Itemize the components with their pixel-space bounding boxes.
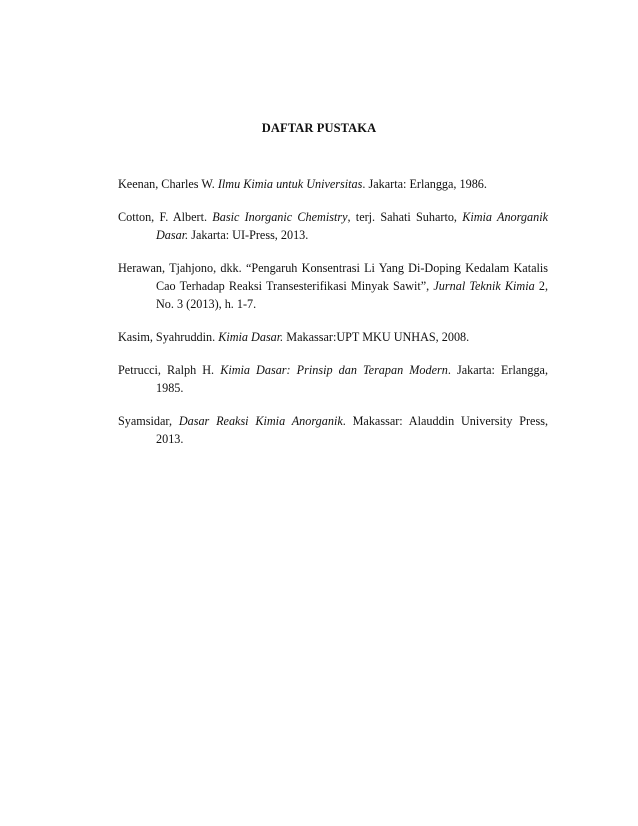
reference-title: Jurnal Teknik Kimia [433,279,535,293]
reference-title: Basic Inorganic Chemistry [212,210,348,224]
reference-text: Makassar:UPT MKU UNHAS, 2008. [283,330,470,344]
reference-entry [118,208,548,244]
reference-text: . Jakarta: Erlangga, 1986. [362,177,487,191]
reference-entry [118,328,548,346]
reference-text: Petrucci, Ralph H. [118,363,221,377]
reference-text: Herawan, Tjahjono, dkk. “Pengaruh Konsentrasi Li Yang Di-Doping Kedalam Katalis Cao Terhadap Reaksi Transesterifikasi Minyak Sawit”, [118,261,548,293]
reference-entry [118,259,548,313]
reference-text: . Jakarta: Erlangga, 1985. [156,363,548,395]
reference-text: , terj. Sahati Suharto, [347,210,463,224]
reference-text: Keenan, Charles W. [118,177,218,191]
reference-text: Cotton, F. Albert. [118,210,213,224]
reference-entry [118,175,548,193]
reference-entry [118,412,548,448]
reference-text: 2, No. 3 (2013), h. 1-7. [156,279,549,311]
page-title: DAFTAR PUSTAKA [261,121,377,135]
reference-title: Kimia Dasar: Prinsip dan Terapan Modern [220,363,448,377]
reference-text: Syamsidar, [118,414,179,428]
reference-title: Kimia Dasar. [218,330,284,344]
reference-title: Dasar Reaksi Kimia Anorganik [178,414,343,428]
reference-text: . Makassar: Alauddin University Press, 2013. [156,414,548,446]
reference-title: Kimia Anorganik Dasar. [156,210,549,242]
reference-title: Ilmu Kimia untuk Universitas [217,177,363,191]
reference-text: Kasim, Syahruddin. [118,330,219,344]
reference-entry [118,361,548,397]
reference-text: Jakarta: UI-Press, 2013. [188,228,309,242]
reference-list [118,175,548,463]
